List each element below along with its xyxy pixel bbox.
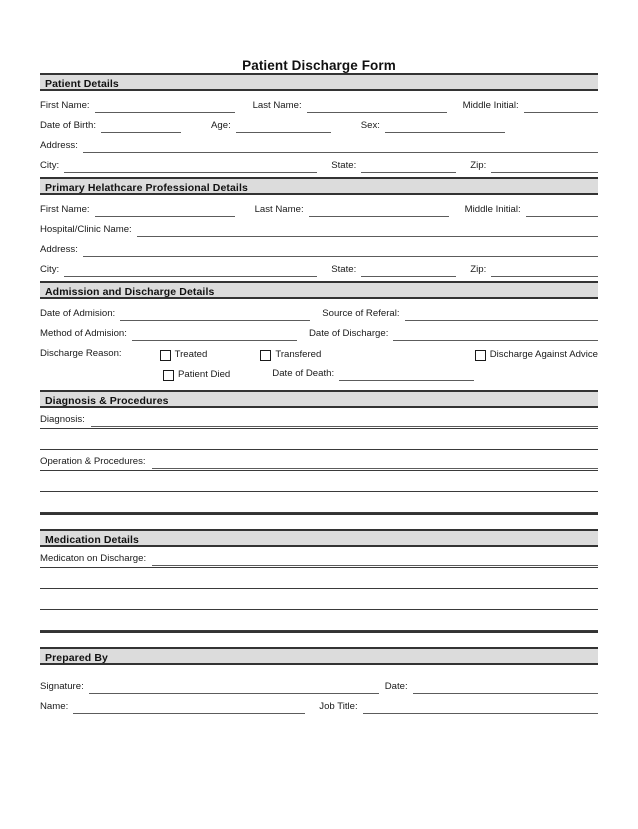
operation-blank-line[interactable] [40, 492, 598, 513]
checkbox-transfered-label: Transfered [275, 349, 322, 360]
label-hcp-state: State: [331, 264, 357, 275]
section-header-admission-discharge: Admission and Discharge Details [40, 281, 598, 299]
spacer [40, 515, 598, 529]
label-hcp-city: City: [40, 264, 60, 275]
input-job-title[interactable] [363, 700, 598, 714]
label-last-name: Last Name: [252, 100, 302, 111]
input-operation-procedures[interactable] [152, 455, 598, 469]
label-state: State: [331, 160, 357, 171]
section-patient-details [40, 73, 598, 173]
row-patient-name [40, 93, 598, 113]
label-age: Age: [211, 120, 231, 131]
checkbox-item-treated[interactable] [160, 349, 208, 361]
row-patient-dob [40, 113, 598, 133]
label-date-of-birth: Date of Birth: [40, 120, 96, 131]
section-header-diagnosis-procedures: Diagnosis & Procedures [40, 390, 598, 408]
label-date-of-discharge: Date of Discharge: [308, 328, 389, 339]
input-source-of-referral[interactable] [405, 307, 598, 321]
input-patient-first-name[interactable] [95, 99, 235, 113]
row-name-job-title [40, 694, 598, 714]
admission-discharge-rows [40, 299, 598, 381]
label-medication-on-discharge: Medicaton on Discharge: [40, 553, 147, 564]
label-address: Address: [40, 140, 78, 151]
input-hcp-middle-initial[interactable] [526, 203, 598, 217]
row-patient-address [40, 133, 598, 153]
label-hcp-first-name: First Name: [40, 204, 90, 215]
input-patient-last-name[interactable] [307, 99, 447, 113]
section-header-medication-details: Medication Details [40, 529, 598, 547]
section-healthcare-professional [40, 177, 598, 277]
checkbox-discharge-against-advice-box[interactable] [475, 350, 486, 361]
label-date-of-death: Date of Death: [272, 368, 335, 379]
checkbox-transfered-box[interactable] [260, 350, 271, 361]
label-discharge-reason: Discharge Reason: [40, 348, 122, 359]
label-name: Name: [40, 701, 69, 712]
row-date-of-admission [40, 301, 598, 321]
row-patient-city-state-zip [40, 153, 598, 173]
input-medication-on-discharge[interactable] [152, 552, 598, 566]
checkbox-patient-died-label: Patient Died [178, 369, 231, 380]
input-patient-middle-initial[interactable] [524, 99, 598, 113]
label-sex: Sex: [360, 120, 380, 131]
input-patient-age[interactable] [236, 119, 331, 133]
label-city: City: [40, 160, 60, 171]
input-hcp-state[interactable] [361, 263, 456, 277]
checkbox-item-discharge-against-advice[interactable] [475, 349, 598, 361]
section-header-patient-details: Patient Details [40, 73, 598, 91]
label-hcp-middle-initial: Middle Initial: [464, 204, 521, 215]
checkbox-treated-label: Treated [174, 349, 208, 360]
row-hcp-name [40, 197, 598, 217]
row-medication-on-discharge [40, 547, 598, 568]
section-header-healthcare-professional: Primary Helathcare Professional Details [40, 177, 598, 195]
label-date: Date: [384, 681, 408, 692]
label-hcp-zip: Zip: [470, 264, 487, 275]
input-patient-state[interactable] [361, 159, 456, 173]
label-diagnosis: Diagnosis: [40, 414, 85, 425]
diagnosis-blank-line[interactable] [40, 429, 598, 450]
label-method-of-admission: Method of Admision: [40, 328, 127, 339]
label-middle-initial: Middle Initial: [462, 100, 519, 111]
input-name[interactable] [73, 700, 305, 714]
input-hcp-last-name[interactable] [309, 203, 449, 217]
label-operation-procedures: Operation & Procedures: [40, 456, 146, 467]
row-hcp-address [40, 237, 598, 257]
spacer [40, 633, 598, 647]
input-date-of-admission[interactable] [120, 307, 310, 321]
checkbox-treated-box[interactable] [160, 350, 171, 361]
section-medication-details [40, 529, 598, 633]
input-hcp-address[interactable] [83, 243, 598, 257]
label-first-name: First Name: [40, 100, 90, 111]
input-method-of-admission[interactable] [132, 327, 297, 341]
input-date[interactable] [413, 680, 598, 694]
label-zip: Zip: [470, 160, 487, 171]
input-patient-zip[interactable] [491, 159, 598, 173]
label-signature: Signature: [40, 681, 84, 692]
prepared-by-rows [40, 665, 598, 714]
row-signature-date [40, 674, 598, 694]
row-method-of-admission [40, 321, 598, 341]
section-prepared-by [40, 647, 598, 714]
input-patient-address[interactable] [83, 139, 598, 153]
medication-blank-line[interactable] [40, 589, 598, 610]
section-diagnosis-procedures [40, 390, 598, 515]
page-title: Patient Discharge Form [242, 58, 396, 73]
checkbox-item-transfered[interactable] [260, 349, 321, 361]
patient-details-rows [40, 91, 598, 173]
spacer [40, 381, 598, 390]
label-date-of-admission: Date of Admision: [40, 308, 116, 319]
section-header-prepared-by: Prepared By [40, 647, 598, 665]
medication-blank-line[interactable] [40, 610, 598, 631]
input-patient-city[interactable] [64, 159, 317, 173]
label-source-of-referral: Source of Referal: [322, 308, 400, 319]
input-patient-sex[interactable] [385, 119, 505, 133]
label-hospital-clinic-name: Hospital/Clinic Name: [40, 224, 132, 235]
medication-blank-line[interactable] [40, 568, 598, 589]
row-operation-procedures [40, 450, 598, 471]
label-job-title: Job Title: [319, 701, 358, 712]
healthcare-professional-rows [40, 195, 598, 277]
row-diagnosis [40, 408, 598, 429]
operation-blank-line[interactable] [40, 471, 598, 492]
input-diagnosis[interactable] [91, 413, 598, 427]
input-patient-date-of-birth[interactable] [101, 119, 181, 133]
checkbox-discharge-against-advice-label: Discharge Against Advice [489, 349, 598, 360]
section-admission-discharge [40, 281, 598, 381]
checkbox-patient-died-box[interactable] [163, 370, 174, 381]
input-hcp-first-name[interactable] [95, 203, 235, 217]
checkbox-item-patient-died[interactable] [163, 369, 230, 381]
row-patient-died [40, 361, 598, 381]
input-hospital-clinic-name[interactable] [137, 223, 598, 237]
row-hospital-clinic-name [40, 217, 598, 237]
input-date-of-discharge[interactable] [393, 327, 598, 341]
row-discharge-reason [40, 341, 598, 361]
row-hcp-city-state-zip [40, 257, 598, 277]
input-hcp-zip[interactable] [491, 263, 598, 277]
label-hcp-last-name: Last Name: [254, 204, 304, 215]
input-signature[interactable] [89, 680, 379, 694]
input-date-of-death[interactable] [339, 367, 474, 381]
label-hcp-address: Address: [40, 244, 78, 255]
input-hcp-city[interactable] [64, 263, 317, 277]
